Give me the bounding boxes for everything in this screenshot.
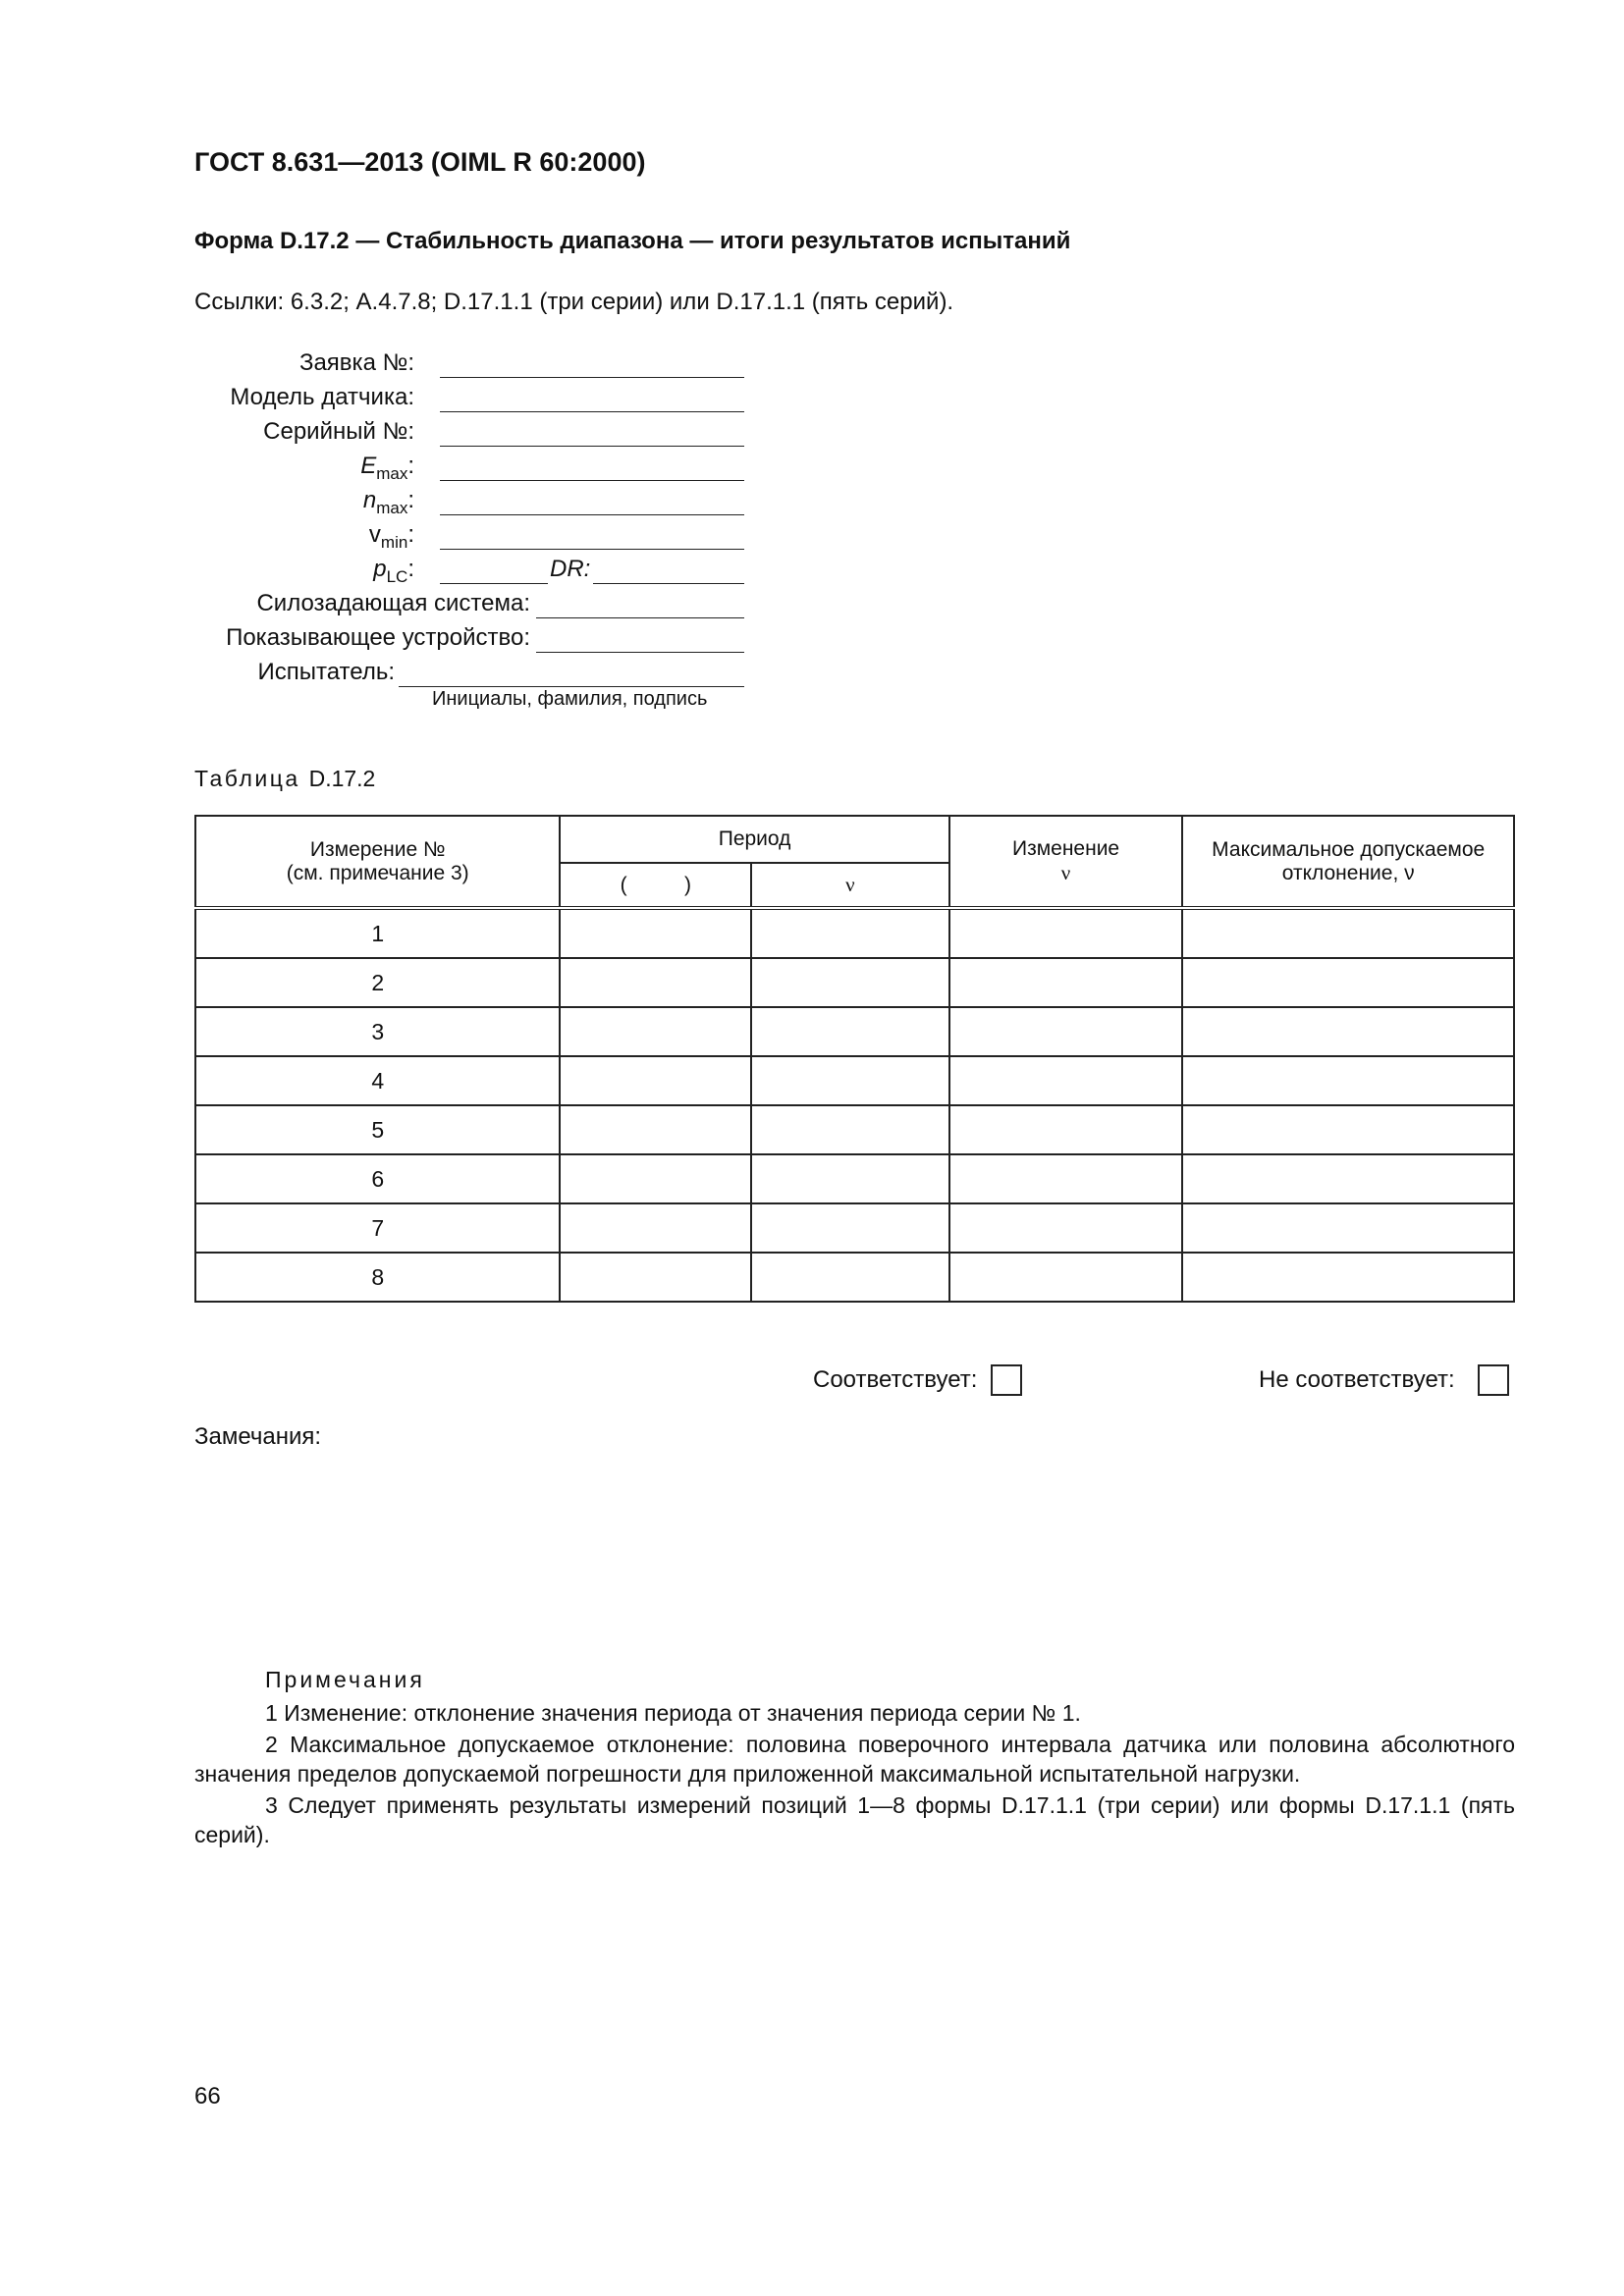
note-2: 2 Максимальное допускаемое отклонение: половина поверочного интервала датчика или половина абсолютного значения пределов допускаемой погрешности для приложенной максимальной испытательной нагрузки. (194, 1732, 1515, 1787)
table-cell[interactable] (560, 1154, 751, 1203)
row-number: 2 (195, 958, 560, 1007)
table-cell[interactable] (560, 1056, 751, 1105)
nmax-line[interactable] (440, 514, 744, 515)
force-system-label: Силозадающая система: (256, 590, 530, 616)
vmin-label: $v_{min}$: (368, 521, 414, 552)
table-cell[interactable] (751, 1105, 949, 1154)
row-number: 1 (195, 908, 560, 958)
table-cell[interactable] (1182, 1007, 1514, 1056)
table-cell[interactable] (560, 1203, 751, 1253)
table-cell[interactable] (751, 908, 949, 958)
table-row (195, 1253, 1514, 1302)
table-cell[interactable] (949, 1253, 1183, 1302)
table-row (195, 1007, 1514, 1056)
table-cell[interactable] (1182, 1105, 1514, 1154)
plc-label: $p_{LC}$: (373, 556, 414, 586)
emax-line[interactable] (440, 480, 744, 481)
remarks-label: Замечания: (194, 1423, 322, 1450)
vmin-line[interactable] (440, 549, 744, 550)
force-system-line[interactable] (536, 617, 744, 618)
table-row (195, 1154, 1514, 1203)
not-conforms-checkbox[interactable] (1478, 1364, 1509, 1396)
table-cell[interactable] (751, 1154, 949, 1203)
sensor-model-line[interactable] (440, 411, 744, 412)
sensor-model-label: Модель датчика: (230, 384, 414, 410)
table-cell[interactable] (751, 1056, 949, 1105)
table-cell[interactable] (949, 1105, 1183, 1154)
notes-title: Примечания (265, 1667, 425, 1692)
table-cell[interactable] (1182, 1056, 1514, 1105)
row-number: 4 (195, 1056, 560, 1105)
request-no-label: Заявка №: (298, 349, 414, 376)
table-cell[interactable] (751, 1007, 949, 1056)
note-3: 3 Следует применять результаты измерений позиций 1—8 формы D.17.1.1 (три серии) или формы D.17.1.1 (пять серий). (194, 1792, 1515, 1847)
tester-line[interactable] (399, 686, 744, 687)
table-cell[interactable] (949, 1007, 1183, 1056)
col-header-measurement: Измерение № (см. примечание 3) (195, 816, 560, 908)
row-number: 8 (195, 1253, 560, 1302)
indicator-line[interactable] (536, 652, 744, 653)
tester-label: Испытатель: (257, 659, 395, 685)
table-row (195, 1056, 1514, 1105)
dr-line[interactable] (593, 583, 744, 584)
not-conforms-label: Не соответствует: (1259, 1366, 1455, 1393)
row-number: 6 (195, 1154, 560, 1203)
tester-hint: Инициалы, фамилия, подпись (432, 688, 708, 710)
col-header-period-v: ν (751, 863, 949, 908)
table-cell[interactable] (751, 1253, 949, 1302)
table-cell[interactable] (949, 1056, 1183, 1105)
indicator-label: Показывающее устройство: (226, 624, 530, 651)
document-code: ГОСТ 8.631—2013 (OIML R 60:2000) (194, 147, 646, 177)
table-row (195, 958, 1514, 1007)
request-no-line[interactable] (440, 377, 744, 378)
conforms-label: Соответствует: (813, 1366, 978, 1393)
col-header-period: Период (560, 816, 948, 863)
table-cell[interactable] (560, 908, 751, 958)
table-cell[interactable] (560, 958, 751, 1007)
results-table (194, 815, 1515, 1303)
serial-no-label: Серийный №: (263, 418, 414, 445)
table-cell[interactable] (1182, 908, 1514, 958)
dr-label: DR: (550, 556, 591, 582)
table-cell[interactable] (949, 1203, 1183, 1253)
table-row (195, 1105, 1514, 1154)
table-row (195, 908, 1514, 958)
table-cell[interactable] (560, 1253, 751, 1302)
nmax-label: $n_{max}$: (362, 487, 414, 517)
col-header-max-deviation: Максимальное допускаемое отклонение, ν (1182, 816, 1514, 908)
emax-label: $E_{max}$: (360, 453, 414, 483)
table-row (195, 1203, 1514, 1253)
row-number: 5 (195, 1105, 560, 1154)
plc-line[interactable] (440, 583, 548, 584)
table-cell[interactable] (949, 908, 1183, 958)
table-cell[interactable] (560, 1105, 751, 1154)
col-header-change: Изменение ν (949, 816, 1183, 908)
table-cell[interactable] (560, 1007, 751, 1056)
form-title: Форма D.17.2 — Стабильность диапазона — итоги результатов испытаний (194, 228, 1071, 254)
page-number: 66 (194, 2083, 221, 2109)
col-header-period-unit: ( ) (560, 863, 751, 908)
table-cell[interactable] (751, 1203, 949, 1253)
table-cell[interactable] (1182, 1253, 1514, 1302)
table-cell[interactable] (949, 958, 1183, 1007)
row-number: 7 (195, 1203, 560, 1253)
serial-no-line[interactable] (440, 446, 744, 447)
form-references: Ссылки: 6.3.2; A.4.7.8; D.17.1.1 (три серии) или D.17.1.1 (пять серий). (194, 289, 954, 315)
conforms-checkbox[interactable] (991, 1364, 1022, 1396)
table-cell[interactable] (1182, 1203, 1514, 1253)
table-caption: Таблица D.17.2 (194, 766, 376, 791)
table-cell[interactable] (751, 958, 949, 1007)
table-cell[interactable] (1182, 958, 1514, 1007)
table-cell[interactable] (1182, 1154, 1514, 1203)
table-cell[interactable] (949, 1154, 1183, 1203)
row-number: 3 (195, 1007, 560, 1056)
note-1: 1 Изменение: отклонение значения периода от значения периода серии № 1. (265, 1700, 1081, 1726)
